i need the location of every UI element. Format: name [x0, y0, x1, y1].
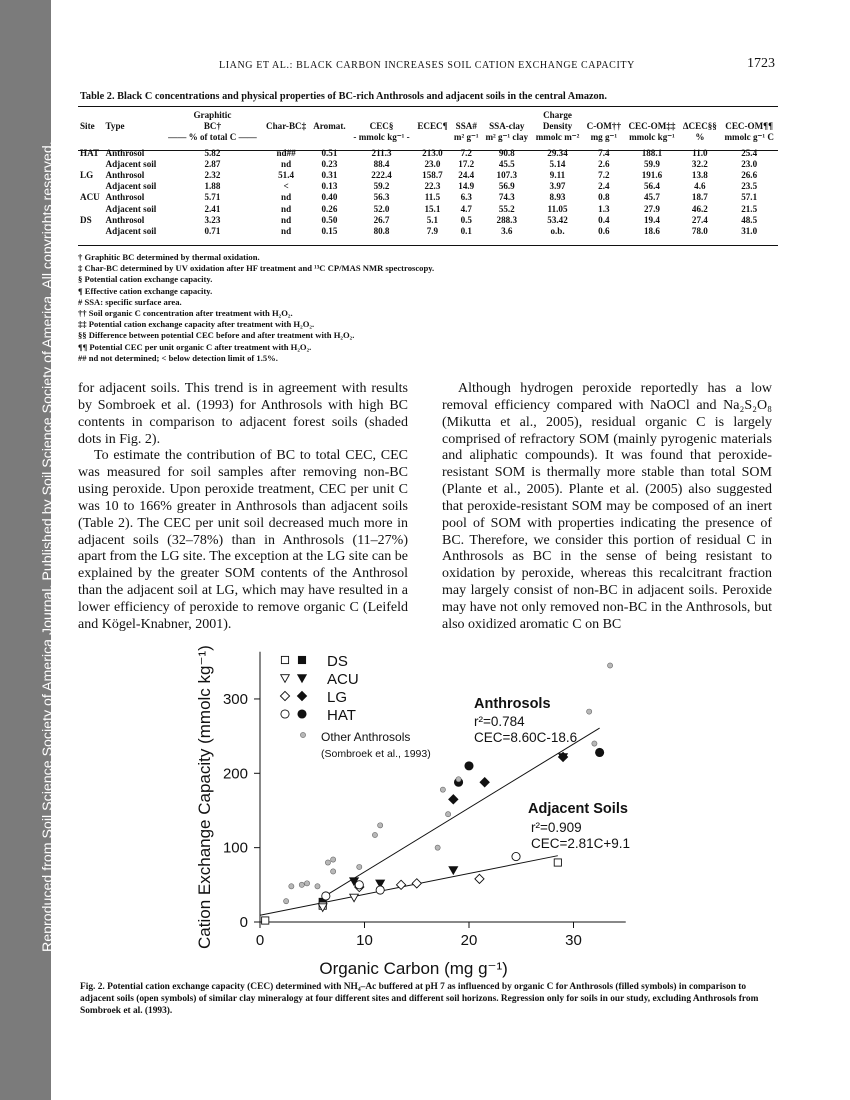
- table-cell: mg g⁻¹: [590, 132, 618, 143]
- table-cell: 56.3: [373, 192, 390, 203]
- legend-symbol: [281, 675, 290, 683]
- table-cell: 23.0: [424, 158, 441, 169]
- legend-label: Other Anthrosols: [321, 730, 411, 744]
- table-cell: 18.6: [643, 226, 660, 237]
- paragraph: To estimate the contribution of BC to total CEC, CEC was measured for soil samples after removing non-BC using peroxide. Upon peroxide treatment, CEC per unit C was 10 to 166% greater in Anthrosols than adjacent soils (Table 2). The CEC per unit soil decreased much more in adjacent soils (32–78%) than in Anthrosols (11–27%) apart from the LG site. The exception at the LG site can be explained by the greater SOM contents of the Anthrosol than the adjacent soil at LG, which may have resulted in a lower efficiency of peroxide to remove organic C (Leifeld and Kögel-Knabner, 2001).: [78, 448, 408, 632]
- table-cell: 2.41: [204, 203, 221, 214]
- x-tick-label: 30: [565, 932, 582, 949]
- table-cell: Anthrosol: [105, 192, 145, 203]
- table-cell: 13.8: [691, 170, 708, 181]
- table-cell: ACU: [80, 192, 100, 203]
- table-cell: 53.42: [547, 214, 568, 225]
- data-point: [376, 886, 384, 894]
- table-cell: —— % of total C ——: [168, 132, 257, 143]
- data-point: [378, 823, 383, 828]
- table-cell: 80.8: [373, 226, 390, 237]
- legend-symbol: [281, 656, 288, 663]
- table-cell: mmolc kg⁻¹: [629, 132, 675, 143]
- table-cell: 29.34: [547, 147, 568, 158]
- table-cell: 51.4: [278, 170, 295, 181]
- legend-label: LG: [327, 689, 348, 706]
- legend-symbol: [298, 675, 307, 683]
- table-cell: 27.4: [691, 214, 708, 225]
- footnote: † Graphitic BC determined by thermal oxidation.: [78, 252, 260, 262]
- table-cell: 3.6: [501, 226, 513, 237]
- table-cell: 23.0: [741, 158, 758, 169]
- data-point: [299, 882, 304, 887]
- regression-equation: CEC=2.81C+9.1: [531, 836, 631, 851]
- table-cell: 5.71: [204, 192, 221, 203]
- table-cell: 78.0: [691, 226, 708, 237]
- table-cell: 31.0: [741, 226, 758, 237]
- table-cell: 5.82: [204, 147, 221, 158]
- data-point: [440, 787, 445, 792]
- data-point: [262, 917, 269, 924]
- table-cell: BC†: [203, 121, 222, 132]
- legend-symbol: [298, 710, 306, 718]
- table-cell: 45.7: [643, 192, 660, 203]
- data-point: [350, 894, 359, 902]
- table-cell: 11.05: [547, 203, 568, 214]
- table-cell: Adjacent soil: [105, 181, 157, 192]
- x-tick-label: 0: [255, 932, 265, 949]
- table-cell: <: [283, 181, 289, 192]
- y-tick-label: 200: [222, 765, 248, 783]
- table-cell: mmolc m⁻²: [535, 132, 580, 143]
- table-cell: 55.2: [498, 203, 515, 214]
- table-cell: LG: [80, 170, 94, 181]
- table-cell: %: [695, 132, 705, 143]
- legend-symbol: [298, 656, 305, 663]
- table-cell: 17.2: [458, 158, 475, 169]
- data-point: [475, 874, 484, 883]
- data-point: [304, 881, 309, 886]
- table-cell: 4.6: [694, 181, 706, 192]
- running-head: LIANG ET AL.: BLACK CARBON INCREASES SOIL CATION EXCHANGE CAPACITY: [219, 60, 635, 71]
- data-point: [284, 899, 289, 904]
- data-point: [412, 879, 421, 888]
- table-cell: 21.5: [741, 203, 758, 214]
- table-cell: - mmolc kg⁻¹ -: [353, 132, 410, 143]
- table-cell: 0.23: [321, 158, 338, 169]
- legend-label: (Sombroek et al., 1993): [321, 748, 431, 760]
- table-cell: Aromat.: [313, 121, 346, 132]
- y-tick-label: 0: [239, 914, 248, 931]
- table-cell: Adjacent soil: [105, 226, 157, 237]
- table-cell: Adjacent soil: [105, 203, 157, 214]
- table-cell: 15.1: [424, 203, 441, 214]
- table-cell: 1.88: [204, 181, 221, 192]
- table-cell: 0.50: [321, 214, 338, 225]
- table-cell: 24.4: [458, 170, 475, 181]
- regression-r2: r²=0.909: [531, 820, 582, 835]
- data-point: [435, 845, 440, 850]
- table-cell: 4.7: [460, 203, 472, 214]
- x-tick-label: 10: [356, 932, 373, 949]
- table-cell: 188.1: [641, 147, 663, 158]
- table-cell: 213.0: [422, 147, 443, 158]
- table-cell: 22.3: [424, 181, 441, 192]
- data-point: [357, 864, 362, 869]
- paragraph: for adjacent soils. This trend is in agreement with results by Sombroek et al. (1993) for Anthrosols with high BC contents in comparison to adjacent forest soils (shaded dots in Fig. 2).: [78, 381, 408, 447]
- legend-label: DS: [327, 653, 348, 670]
- table-cell: 74.3: [498, 192, 515, 203]
- data-point: [554, 859, 561, 866]
- table-cell: 5.1: [426, 214, 439, 225]
- table-cell: Type: [105, 121, 125, 132]
- table-cell: C-OM††: [586, 121, 621, 132]
- table-cell: Adjacent soil: [105, 158, 157, 169]
- table-cell: 59.9: [643, 158, 660, 169]
- table-cell: 56.9: [498, 181, 515, 192]
- table-cell: 3.23: [204, 214, 221, 225]
- table-cell: 25.4: [741, 147, 758, 158]
- table-cell: 7.4: [598, 147, 610, 158]
- data-point: [331, 857, 336, 862]
- table-cell: 0.31: [321, 170, 338, 181]
- table-cell: 2.32: [204, 170, 221, 181]
- table-caption: Table 2. Black C concentrations and physical properties of BC-rich Anthrosols and adjacent soils in the central Amazon.: [80, 91, 607, 102]
- x-axis-label: Organic Carbon (mg g⁻¹): [319, 959, 508, 978]
- table-cell: m² g⁻¹ clay: [485, 132, 529, 143]
- data-point: [315, 884, 320, 889]
- table-cell: 2.6: [598, 158, 610, 169]
- data-point: [446, 812, 451, 817]
- footnote: ‡‡ Potential cation exchange capacity after treatment with H₂O₂.: [78, 319, 315, 330]
- table-cell: 90.8: [498, 147, 515, 158]
- table-cell: Density: [542, 121, 573, 132]
- table-cell: 11.5: [424, 192, 441, 203]
- table-cell: nd: [281, 158, 292, 169]
- table-cell: 18.7: [691, 192, 708, 203]
- table-cell: 2.4: [598, 181, 610, 192]
- table-cell: Anthrosol: [105, 170, 145, 181]
- table-cell: 2.87: [204, 158, 221, 169]
- table-cell: 52.0: [373, 203, 390, 214]
- table-cell: Site: [80, 121, 95, 132]
- table-cell: 57.1: [741, 192, 758, 203]
- paragraph: Although hydrogen peroxide reportedly has a low removal efficiency compared with NaOCl and Na₂S₂O₈ (Mikutta et al., 2005), residual organic C is largely comprised of refractory SOM (mainly pyrogenic materials and aliphatic compounds). It was found that peroxide-resistant SOM is thermally more stable than total SOM (Plante et al., 2005). Plante et al. (2005) also suggested that peroxide-resistant SOM may be composed of an inert pool of SOM with properties indicating the presence of BC. Therefore, we consider this portion of residual C in Anthrosols as BC in the sense of being resistant to oxidation by peroxide, whereas this recalcitrant fraction may largely consist of non-BC in adjacent soils. Peroxide may have not only removed non-BC in the Anthrosols, but also oxidized aromatic C on BC: [442, 381, 772, 632]
- y-tick-label: 300: [222, 690, 248, 708]
- table-cell: Anthrosol: [105, 214, 145, 225]
- table-cell: nd: [281, 203, 292, 214]
- table-cell: CEC-OM‡‡: [628, 121, 676, 132]
- data-point: [456, 777, 461, 782]
- table-cell: 59.2: [373, 181, 390, 192]
- data-point: [465, 762, 473, 770]
- table-cell: 0.5: [460, 214, 472, 225]
- data-point: [325, 860, 330, 865]
- table-cell: 14.9: [458, 181, 475, 192]
- legend-symbol: [280, 691, 289, 700]
- y-tick-label: 100: [222, 839, 248, 857]
- table-cell: 0.1: [460, 226, 472, 237]
- table-cell: SSA-clay: [489, 121, 525, 132]
- y-axis-label: Cation Exchange Capacity (mmolc kg⁻¹): [195, 645, 214, 949]
- data-point: [289, 884, 294, 889]
- copyright-notice: Reproduced from Soil Science Society of America Journal. Published by Soil Science Society of America. All copyrights reserved.: [40, 141, 56, 952]
- table-cell: Charge: [543, 110, 572, 120]
- footnote: ¶ Effective cation exchange capacity.: [78, 285, 213, 296]
- regression-label: Anthrosols: [474, 696, 551, 712]
- table-cell: HAT: [80, 147, 100, 158]
- legend-symbol: [281, 710, 289, 718]
- table-cell: ΔCEC§§: [682, 121, 717, 132]
- table-cell: 46.2: [691, 203, 708, 214]
- table-cell: 0.4: [598, 214, 610, 225]
- table-cell: o.b.: [550, 226, 565, 237]
- table-cell: 0.13: [321, 181, 338, 192]
- table-cell: mmolc g⁻¹ C: [724, 132, 774, 143]
- table-cell: nd##: [276, 147, 296, 158]
- data-point: [607, 663, 612, 668]
- data-point: [355, 881, 363, 889]
- table-cell: m² g⁻¹: [453, 132, 479, 143]
- table-cell: ECEC¶: [417, 121, 448, 132]
- table-cell: 11.0: [692, 147, 708, 158]
- footnote: ¶¶ Potential CEC per unit organic C after treatment with H₂O₂.: [78, 341, 312, 352]
- legend-label: HAT: [327, 707, 356, 724]
- table-cell: nd: [281, 226, 292, 237]
- data-point: [449, 795, 458, 804]
- data-point: [592, 741, 597, 746]
- legend-symbol: [300, 732, 305, 737]
- table-cell: 288.3: [496, 214, 517, 225]
- regression-label: Adjacent Soils: [528, 801, 628, 817]
- regression-line: [260, 856, 558, 916]
- table-cell: Char-BC‡: [266, 121, 307, 132]
- figure-label: Fig. 2.: [80, 982, 105, 992]
- table-cell: 158.7: [422, 170, 443, 181]
- footnote: § Potential cation exchange capacity.: [78, 274, 213, 285]
- table-cell: 0.51: [321, 147, 338, 158]
- data-point: [587, 709, 592, 714]
- table-cell: 0.71: [204, 226, 221, 237]
- footnote: ## nd not determined; < below detection limit of 1.5%.: [78, 352, 278, 363]
- table-cell: 191.6: [641, 170, 663, 181]
- figure-caption-text: Potential cation exchange capacity (CEC) determined with NH₄–Ac buffered at pH 7 as influenced by organic C for Anthrosols (filled symbols) in comparison to adjacent soils (open symbols) of similar clay mineralogy at four different sites and different soil horizons. Regression only for soils in our study, excluding Anthrosols from Sombroek et al. (1993).: [80, 982, 759, 1016]
- table-cell: 5.14: [549, 158, 566, 169]
- data-point: [331, 869, 336, 874]
- table-cell: 9.11: [549, 170, 566, 181]
- data-point: [322, 892, 330, 900]
- table-cell: 222.4: [371, 170, 392, 181]
- legend-symbol: [297, 691, 306, 700]
- table-cell: 0.8: [598, 192, 610, 203]
- table-cell: CEC§: [369, 121, 394, 132]
- table-cell: DS: [80, 214, 92, 225]
- table-cell: 0.15: [321, 226, 338, 237]
- data-point: [480, 778, 489, 787]
- table-cell: 7.2: [460, 147, 472, 158]
- table-cell: 19.4: [643, 214, 660, 225]
- table-cell: 32.2: [691, 158, 708, 169]
- table-cell: 0.26: [321, 203, 338, 214]
- table-cell: 8.93: [549, 192, 566, 203]
- table-cell: 56.4: [643, 181, 660, 192]
- table-cell: 7.2: [598, 170, 610, 181]
- table-cell: 88.4: [373, 158, 390, 169]
- table-cell: SSA#: [455, 121, 477, 132]
- table-cell: nd: [281, 192, 292, 203]
- table-cell: 6.3: [460, 192, 472, 203]
- table-cell: 26.7: [373, 214, 390, 225]
- table-cell: 48.5: [741, 214, 758, 225]
- regression-r2: r²=0.784: [474, 714, 525, 729]
- table-cell: 3.97: [549, 181, 566, 192]
- footnote: §§ Difference between potential CEC before and after treatment with H₂O₂.: [78, 330, 355, 341]
- data-point: [449, 867, 458, 875]
- table-cell: 211.3: [371, 147, 392, 158]
- figure-caption: [80, 981, 770, 1017]
- table-cell: 0.6: [598, 226, 610, 237]
- table-cell: 0.40: [321, 192, 338, 203]
- x-tick-label: 20: [460, 932, 478, 949]
- table-cell: 26.6: [741, 170, 758, 181]
- table-cell: Anthrosol: [105, 147, 145, 158]
- table-cell: 27.9: [643, 203, 660, 214]
- footnote: †† Soil organic C concentration after treatment with H₂O₂.: [78, 308, 293, 319]
- table-cell: CEC-OM¶¶: [725, 121, 774, 132]
- data-point: [372, 832, 377, 837]
- footnote: ‡ Char-BC determined by UV oxidation after HF treatment and ¹³C CP/MAS NMR spectroscopy.: [78, 263, 435, 274]
- regression-equation: CEC=8.60C-18.6: [474, 730, 578, 745]
- footnote: # SSA: specific surface area.: [78, 296, 182, 307]
- data-point: [512, 852, 520, 860]
- table-cell: 23.5: [741, 181, 758, 192]
- table-cell: 7.9: [426, 226, 439, 237]
- legend-label: ACU: [327, 671, 359, 688]
- table-cell: 45.5: [498, 158, 515, 169]
- table-cell: 1.3: [598, 203, 610, 214]
- page-number: 1723: [747, 56, 775, 71]
- table-cell: nd: [281, 214, 292, 225]
- data-point: [596, 748, 604, 756]
- table-cell: Graphitic: [193, 110, 232, 120]
- table-cell: 107.3: [496, 170, 517, 181]
